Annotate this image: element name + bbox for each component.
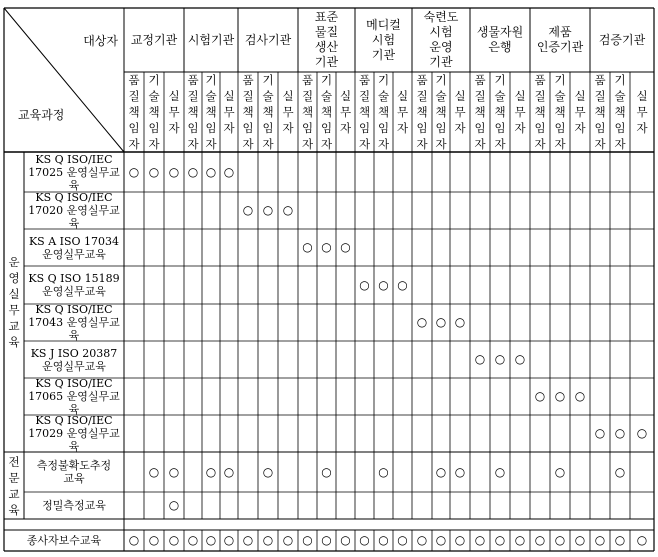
sub-header-practitioner: 실 무 자 <box>396 89 409 135</box>
course-label: KS J ISO 20387 운영실무교육 <box>30 346 118 373</box>
sub-header-technical: 기 술 책 임 자 <box>377 73 390 151</box>
mark-circle: ○ <box>614 464 626 479</box>
mark-circle: ○ <box>302 240 313 254</box>
course-label: KS Q ISO 15189 운영실무교육 <box>28 272 120 298</box>
mark-circle: ○ <box>168 164 180 179</box>
mark-circle: ○ <box>594 426 606 440</box>
mark-circle: ○ <box>416 315 428 329</box>
sub-header-quality: 품 질 책 임 자 <box>128 73 140 151</box>
sub-header-quality: 품 질 책 임 자 <box>187 73 199 151</box>
mark-circle: ○ <box>574 533 586 547</box>
mark-circle: ○ <box>494 464 506 479</box>
sub-header-quality: 품 질 책 임 자 <box>301 73 314 151</box>
sub-header-technical: 기 술 책 임 자 <box>554 73 566 151</box>
mark-circle: ○ <box>554 533 566 547</box>
mark-circle: ○ <box>187 164 199 179</box>
sub-header-practitioner: 실 무 자 <box>282 89 294 135</box>
org-header: 교정기관 <box>130 32 178 47</box>
sub-header-quality: 품 질 책 임 자 <box>474 73 486 151</box>
mark-circle: ○ <box>435 315 447 329</box>
category-operation: 운 영 실 무 교 육 <box>8 255 20 349</box>
mark-circle: ○ <box>474 533 486 547</box>
sub-header-quality: 품 질 책 임 자 <box>242 73 254 151</box>
mark-circle: ○ <box>148 533 160 547</box>
mark-circle: ○ <box>168 464 180 479</box>
org-header: 시험기관 <box>187 32 235 47</box>
corner-target-label: 대상자 <box>83 33 118 48</box>
sub-header-practitioner: 실 무 자 <box>168 89 180 135</box>
sub-header-practitioner: 실 무 자 <box>574 89 586 135</box>
mark-circle: ○ <box>474 352 486 366</box>
mark-circle: ○ <box>416 533 428 547</box>
sub-header-quality: 품 질 책 임 자 <box>534 73 546 151</box>
mark-circle: ○ <box>574 389 586 403</box>
sub-header-technical: 기 술 책 임 자 <box>205 73 217 151</box>
course-label: KS Q ISO/IEC 17025 운영실무교육 <box>28 152 120 192</box>
mark-circle: ○ <box>435 533 447 547</box>
mark-circle: ○ <box>594 533 606 547</box>
sub-header-technical: 기 술 책 임 자 <box>262 73 274 151</box>
sub-header-technical: 기 술 책 임 자 <box>320 73 333 151</box>
mark-circle: ○ <box>168 533 180 547</box>
mark-circle: ○ <box>128 533 140 547</box>
mark-circle: ○ <box>321 240 332 254</box>
mark-circle: ○ <box>128 164 140 179</box>
sub-header-practitioner: 실 무 자 <box>514 89 526 135</box>
mark-circle: ○ <box>262 203 274 217</box>
sub-header-practitioner: 실 무 자 <box>223 89 235 135</box>
mark-circle: ○ <box>614 426 626 440</box>
course-label: KS A ISO 17034 운영실무교육 <box>28 234 120 261</box>
mark-circle: ○ <box>302 533 313 547</box>
course-label: KS Q ISO/IEC 17029 운영실무교육 <box>28 414 120 453</box>
mark-circle: ○ <box>454 464 466 479</box>
sub-header-practitioner: 실 무 자 <box>454 89 466 135</box>
sub-header-technical: 기 술 책 임 자 <box>148 73 160 151</box>
org-header: 검사기관 <box>244 32 292 47</box>
mark-circle: ○ <box>534 533 546 547</box>
mark-circle: ○ <box>242 533 254 547</box>
mark-circle: ○ <box>262 533 274 547</box>
org-header: 숙련도 시험 운영 기관 <box>423 10 459 69</box>
sub-header-practitioner: 실 무 자 <box>636 89 648 135</box>
mark-circle: ○ <box>223 464 235 479</box>
corner-course-label: 교육과정 <box>18 107 65 122</box>
mark-circle: ○ <box>378 533 389 547</box>
mark-circle: ○ <box>321 533 332 547</box>
course-label: KS Q ISO/IEC 17043 운영실무교육 <box>28 303 120 342</box>
mark-circle: ○ <box>454 533 466 547</box>
mark-circle: ○ <box>205 464 217 479</box>
mark-circle: ○ <box>378 464 389 479</box>
sub-header-practitioner: 실 무 자 <box>339 89 352 135</box>
mark-circle: ○ <box>242 203 254 217</box>
sub-header-technical: 기 술 책 임 자 <box>614 73 626 151</box>
org-header: 제품 인증기관 <box>536 25 584 54</box>
mark-circle: ○ <box>205 164 217 179</box>
mark-circle: ○ <box>435 464 447 479</box>
course-label: KS Q ISO/IEC 17065 운영실무교육 <box>28 377 120 416</box>
mark-circle: ○ <box>397 533 408 547</box>
org-header: 생물자원 은행 <box>476 25 524 54</box>
mark-circle: ○ <box>494 352 506 366</box>
mark-circle: ○ <box>397 277 408 292</box>
mark-circle: ○ <box>168 498 180 512</box>
mark-circle: ○ <box>359 533 370 547</box>
mark-circle: ○ <box>614 533 626 547</box>
mark-circle: ○ <box>187 533 199 547</box>
mark-circle: ○ <box>359 277 370 292</box>
mark-circle: ○ <box>636 533 648 547</box>
mark-circle: ○ <box>340 240 351 254</box>
org-header: 메디컬 시험 기관 <box>366 17 401 62</box>
org-header: 검증기관 <box>598 32 646 47</box>
mark-circle: ○ <box>282 203 294 217</box>
mark-circle: ○ <box>321 464 332 479</box>
sub-header-quality: 품 질 책 임 자 <box>594 73 606 151</box>
sub-header-technical: 기 술 책 임 자 <box>435 73 447 151</box>
mark-circle: ○ <box>454 315 466 329</box>
course-label: 정밀측정교육 <box>42 499 106 512</box>
mark-circle: ○ <box>494 533 506 547</box>
category-special: 전 문 교 육 <box>8 454 20 517</box>
org-header: 표준 물질 생산 기관 <box>314 10 339 69</box>
course-label: 측정불확도추정 교육 <box>36 459 112 485</box>
course-label: KS Q ISO/IEC 17020 운영실무교육 <box>28 191 120 230</box>
mark-circle: ○ <box>554 464 566 479</box>
mark-circle: ○ <box>205 533 217 547</box>
mark-circle: ○ <box>223 164 235 179</box>
mark-circle: ○ <box>223 533 235 547</box>
mark-circle: ○ <box>636 426 648 440</box>
mark-circle: ○ <box>514 533 526 547</box>
sub-header-quality: 품 질 책 임 자 <box>358 73 371 151</box>
mark-circle: ○ <box>554 389 566 403</box>
sub-header-quality: 품 질 책 임 자 <box>416 73 428 151</box>
sub-header-technical: 기 술 책 임 자 <box>494 73 506 151</box>
mark-circle: ○ <box>148 464 160 479</box>
mark-circle: ○ <box>534 389 546 403</box>
mark-circle: ○ <box>262 464 274 479</box>
mark-circle: ○ <box>282 533 294 547</box>
mark-circle: ○ <box>340 533 351 547</box>
mark-circle: ○ <box>148 164 160 179</box>
course-label: 종사자보수교육 <box>26 534 102 547</box>
mark-circle: ○ <box>514 352 526 366</box>
mark-circle: ○ <box>378 277 389 292</box>
